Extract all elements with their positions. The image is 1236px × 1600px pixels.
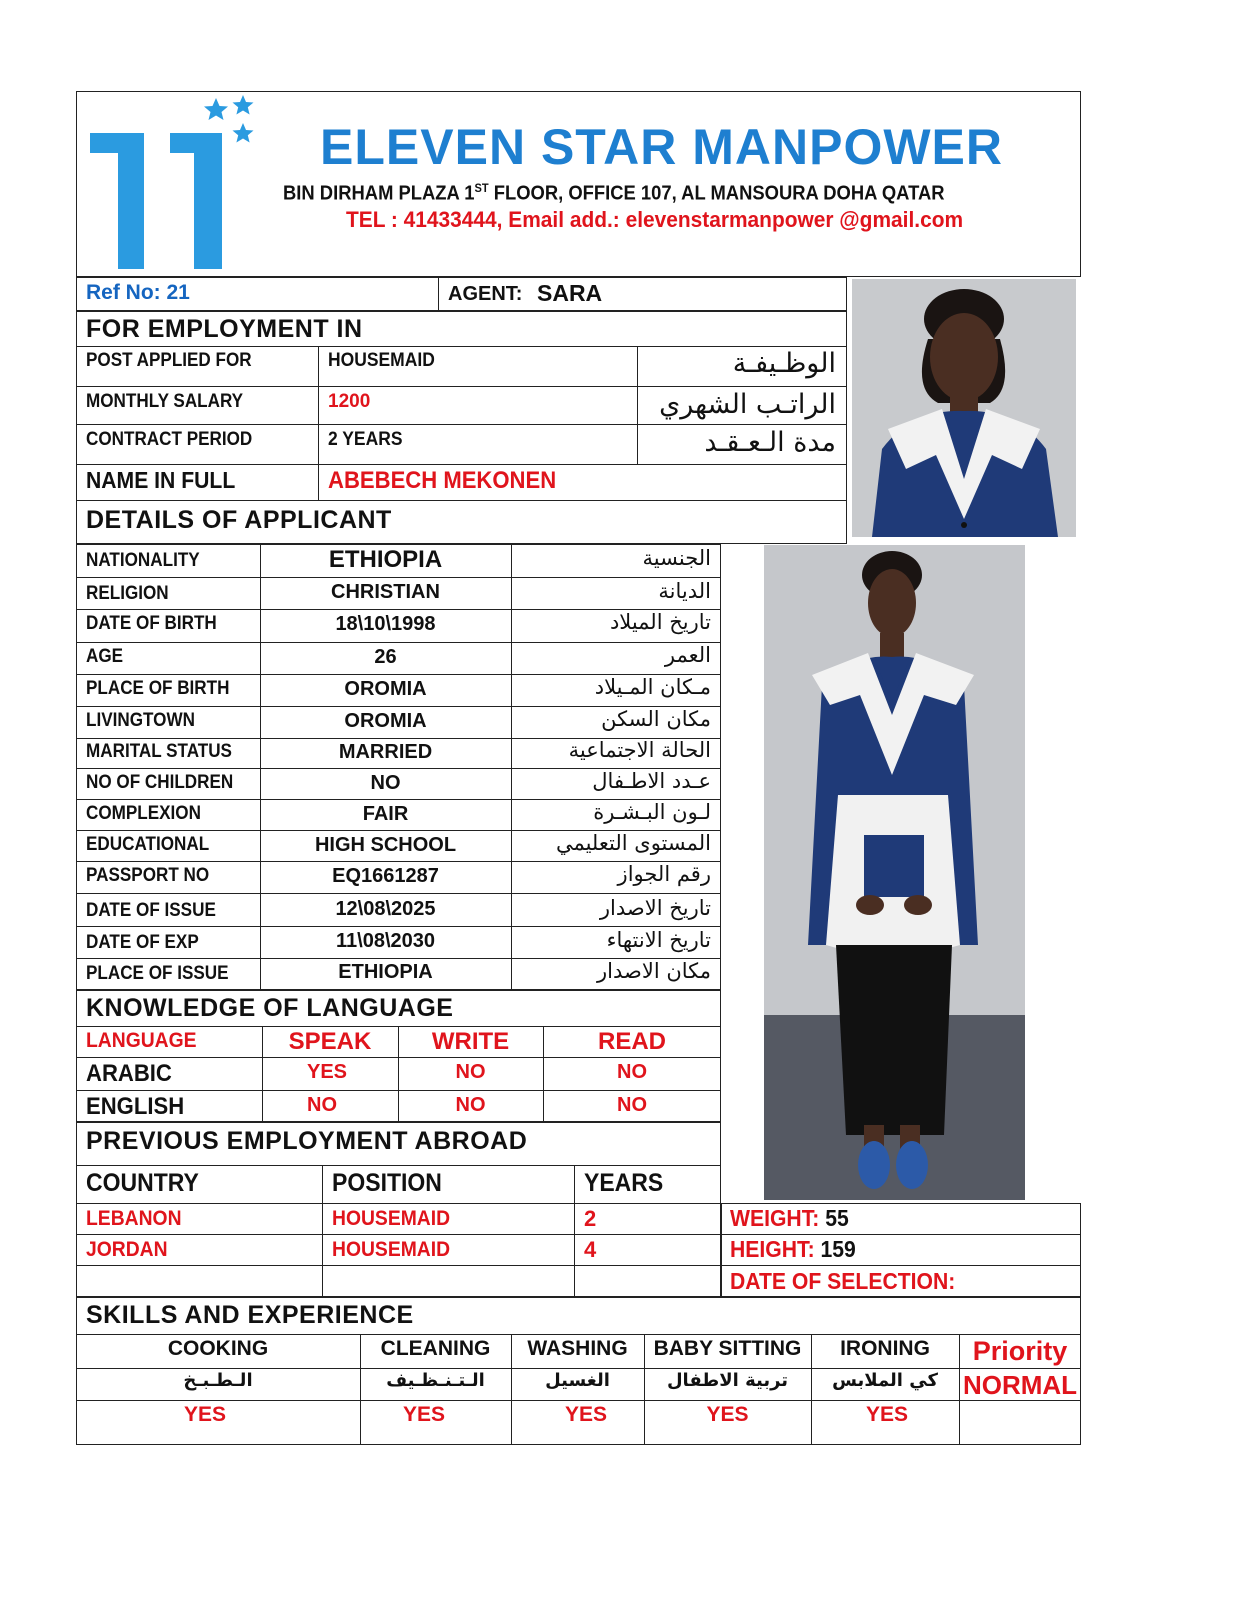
passport-label: PASSPORT NO [86, 865, 210, 886]
skill-value: YES [865, 1403, 909, 1426]
applicant-headshot-photo [852, 279, 1076, 537]
name-value: ABEBECH MEKONEN [328, 467, 557, 494]
date-of-issue-value: 12\08\2025 [335, 898, 436, 920]
details-title: DETAILS OF APPLICANT [86, 506, 392, 534]
skill-arabic: تربية الاطفال [666, 1370, 789, 1391]
passport-arabic: رقم الجواز [617, 862, 711, 886]
company-address [283, 182, 945, 204]
skill-name: WASHING [527, 1337, 628, 1360]
ref-number: Ref No: 21 [86, 281, 190, 304]
skill-arabic: الـتـنـظـيف [386, 1370, 485, 1391]
place-of-birth-label: PLACE OF BIRTH [86, 678, 230, 699]
language-header-speak: SPEAK [288, 1028, 372, 1055]
table-row-divider [76, 642, 721, 643]
date-of-issue-label: DATE OF ISSUE [86, 900, 216, 921]
previous-position: HOUSEMAID [332, 1207, 451, 1230]
agent-label: AGENT: [448, 283, 523, 305]
post-arabic: الوظـيفـة [732, 348, 836, 379]
place-of-issue-arabic: مكان الاصدار [597, 959, 711, 983]
complexion-arabic: لـون البـشـرة [593, 800, 711, 824]
read-value: NO [617, 1061, 647, 1083]
religion-value: CHRISTIAN [331, 581, 440, 603]
previous-years: 4 [584, 1237, 597, 1262]
read-value: NO [617, 1094, 647, 1116]
dob-arabic: تاريخ الميلاد [609, 610, 711, 634]
skill-arabic: كي الملابس [832, 1370, 938, 1391]
language-header-read: READ [597, 1028, 666, 1055]
employment-title: FOR EMPLOYMENT IN [86, 315, 363, 343]
language-header-language: LANGUAGE [86, 1029, 197, 1052]
educational-value: HIGH SCHOOL [314, 834, 457, 856]
write-value: NO [455, 1094, 486, 1116]
previous-country: JORDAN [86, 1238, 168, 1261]
marital-status-arabic: الحالة الاجتماعية [568, 738, 711, 762]
educational-label: EDUCATIONAL [86, 834, 210, 855]
age-arabic: العمر [664, 643, 711, 667]
dob-label: DATE OF BIRTH [86, 613, 217, 634]
date-of-exp-arabic: تاريخ الانتهاء [606, 928, 711, 952]
address-sup: ST [474, 181, 489, 195]
place-of-issue-label: PLACE OF ISSUE [86, 963, 229, 984]
write-value: NO [455, 1061, 486, 1083]
applicant-full-body-photo [764, 545, 1025, 1200]
complexion-value: FAIR [362, 803, 409, 825]
previous-position: HOUSEMAID [332, 1238, 451, 1261]
weight-value: 55 [825, 1205, 849, 1231]
skill-value: YES [564, 1403, 608, 1426]
skill-name: CLEANING [380, 1337, 491, 1360]
previous-header-country: COUNTRY [86, 1169, 199, 1197]
children-arabic: عـدد الاطـفال [592, 769, 711, 793]
date-of-exp-value: 11\08\2030 [336, 930, 435, 952]
skills-title: SKILLS AND EXPERIENCE [86, 1301, 414, 1329]
nationality-arabic: الجنسية [642, 546, 711, 570]
language-header-write: WRITE [431, 1028, 510, 1055]
company-name: ELEVEN STAR MANPOWER [320, 119, 1003, 175]
agent-value: SARA [537, 280, 603, 306]
livingtown-label: LIVINGTOWN [86, 710, 195, 731]
livingtown-value: OROMIA [344, 710, 427, 732]
speak-value: YES [306, 1061, 348, 1083]
table-row-divider [76, 926, 721, 927]
star-icon [233, 95, 254, 115]
date-of-issue-arabic: تاريخ الاصدار [599, 896, 711, 920]
age-label: AGE [86, 646, 124, 667]
nationality-label: NATIONALITY [86, 550, 200, 571]
post-label: POST APPLIED FOR [86, 350, 252, 371]
salary-value: 1200 [328, 391, 371, 412]
skill-value: YES [706, 1403, 749, 1426]
marital-status-label: MARITAL STATUS [86, 741, 232, 762]
previous-header-years: YEARS [584, 1169, 664, 1197]
skill-name: IRONING [840, 1337, 930, 1360]
date-of-selection-label: DATE OF SELECTION: [730, 1268, 956, 1294]
religion-arabic: الديانة [658, 579, 711, 603]
speak-value: NO [307, 1094, 337, 1116]
company-contact: TEL : 41433444, Email add.: elevenstarmanpower @gmail.com [346, 207, 964, 232]
dob-value: 18\10\1998 [335, 613, 436, 635]
salary-label: MONTHLY SALARY [86, 391, 244, 412]
priority-label: Priority [972, 1336, 1068, 1366]
skill-value: YES [402, 1403, 446, 1426]
skill-arabic: الغسيل [545, 1370, 610, 1391]
date-of-exp-label: DATE OF EXP [86, 932, 199, 953]
religion-label: RELIGION [86, 583, 169, 604]
contract-arabic: مدة الـعـقـد [704, 427, 836, 458]
age-value: 26 [374, 646, 397, 668]
children-label: NO OF CHILDREN [86, 772, 234, 793]
contract-label: CONTRACT PERIOD [86, 429, 253, 450]
skill-name: BABY SITTING [653, 1337, 802, 1360]
company-logo [86, 95, 261, 275]
place-of-issue-value: ETHIOPIA [338, 961, 433, 983]
place-of-birth-value: OROMIA [344, 678, 427, 700]
marital-status-value: MARRIED [338, 741, 433, 763]
place-of-birth-arabic: مـكان المـيلاد [594, 675, 711, 699]
address-part2: FLOOR, OFFICE 107, AL MANSOURA DOHA QATAR [488, 182, 945, 205]
height-field [730, 1238, 856, 1261]
star-icon [204, 98, 228, 120]
priority-value: NORMAL [962, 1370, 1078, 1400]
weight-label: WEIGHT: [730, 1205, 820, 1231]
previous-header-position: POSITION [332, 1169, 442, 1197]
table-row-divider [76, 577, 721, 578]
nationality-value: ETHIOPIA [328, 546, 443, 573]
language-title: KNOWLEDGE OF LANGUAGE [86, 994, 454, 1022]
star-icon [233, 123, 254, 143]
skill-value: YES [183, 1403, 227, 1426]
livingtown-arabic: مكان السكن [601, 707, 711, 731]
previous-country: LEBANON [86, 1207, 182, 1230]
educational-arabic: المستوى التعليمي [555, 831, 711, 855]
language-name: ENGLISH [86, 1093, 185, 1120]
previous-years: 2 [584, 1206, 597, 1231]
height-value: 159 [820, 1236, 856, 1262]
table-row-divider [76, 893, 721, 894]
weight-field [730, 1207, 849, 1230]
post-value: HOUSEMAID [328, 350, 435, 371]
salary-arabic: الراتـب الشهري [659, 389, 836, 420]
complexion-label: COMPLEXION [86, 803, 201, 824]
name-label: NAME IN FULL [86, 467, 236, 493]
contract-value: 2 YEARS [328, 429, 403, 450]
skill-name: COOKING [167, 1337, 269, 1360]
language-name: ARABIC [86, 1060, 172, 1087]
children-value: NO [370, 772, 401, 794]
height-label: HEIGHT: [730, 1236, 815, 1262]
address-part1: BIN DIRHAM PLAZA 1 [283, 182, 475, 205]
skill-arabic: الـطـبـخ [183, 1370, 253, 1391]
passport-value: EQ1661287 [332, 865, 439, 887]
previous-title: PREVIOUS EMPLOYMENT ABROAD [86, 1127, 528, 1155]
